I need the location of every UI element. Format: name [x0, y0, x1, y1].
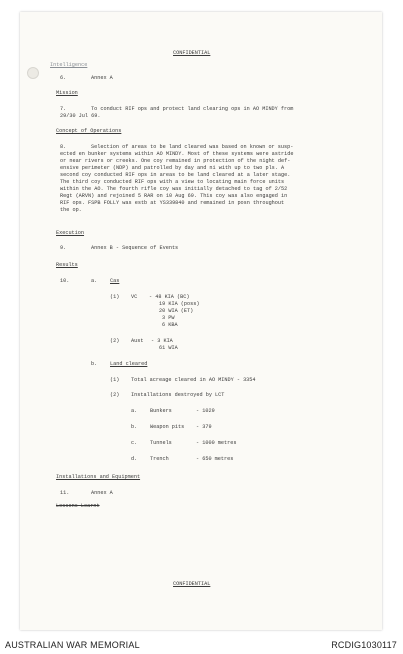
aust-label: Aust	[131, 338, 144, 344]
para-8-line: The third coy conducted RIF ops with a view to locating main force units	[60, 179, 285, 185]
intelligence-heading: Intelligence	[50, 62, 88, 68]
installation-letter: c.	[131, 440, 138, 446]
para-7-number: 7.	[60, 106, 67, 112]
installation-letter: a.	[131, 408, 138, 414]
para-9-text: Annex B - Sequence of Events	[91, 245, 179, 251]
aust-number: (2)	[110, 338, 120, 344]
vc-label: VC	[131, 294, 138, 300]
vc-casualty-line: - 48 KIA (BC)	[149, 294, 190, 300]
vc-casualty-line: 19 KIA (poss)	[159, 301, 200, 307]
punch-hole	[27, 67, 39, 79]
installation-value: - 650 metres	[196, 456, 234, 462]
para-8-line: or near rivers or creeks. One coy remained in protection of the night def-	[60, 158, 291, 164]
installation-letter: d.	[131, 456, 138, 462]
para-8-line: ected en bunker systems within AO MINDY. Most of these systems were astride	[60, 151, 294, 157]
classification-header: CONFIDENTIAL	[173, 50, 211, 56]
b1-number: (1)	[110, 377, 120, 383]
mission-heading: Mission	[56, 90, 78, 96]
archive-reference: RCDIG1030117	[331, 640, 397, 650]
para-6-text: Annex A	[91, 75, 113, 81]
para-11-text: Annex A	[91, 490, 113, 496]
para-8-line: within the AO. The fourth rifle coy was initially detached to tag of 2/52	[60, 186, 288, 192]
installations-destroyed-text: Installations destroyed by LCT	[131, 392, 225, 398]
para-6-number: 6.	[60, 75, 67, 81]
land-cleared-heading: Land cleared	[110, 361, 148, 367]
installations-equipment-heading: Installations and Equipment	[56, 474, 141, 480]
vc-casualty-line: 6 KBA	[162, 322, 178, 328]
concept-heading: Concept of Operations	[56, 128, 122, 134]
para-7-line-1: To conduct RIF ops and protect land clearing ops in AO MINDY from	[91, 106, 294, 112]
installation-value: - 1000 metres	[196, 440, 237, 446]
b2-number: (2)	[110, 392, 120, 398]
para-8-line: the op.	[60, 207, 82, 213]
para-11-number: 11.	[60, 490, 70, 496]
sub-para-b-letter: b.	[91, 361, 98, 367]
vc-number: (1)	[110, 294, 120, 300]
results-heading: Results	[56, 262, 78, 268]
archive-name: AUSTRALIAN WAR MEMORIAL	[5, 640, 140, 650]
para-8-line: ensive perimeter (NDP) and patrolled by day and ni with up to two pls. A	[60, 165, 285, 171]
classification-footer: CONFIDENTIAL	[173, 581, 211, 587]
installation-name: Bunkers	[150, 408, 172, 414]
installation-value: - 1029	[196, 408, 215, 414]
para-8-line: Regt (ARVN) and rejoined 5 RAR on 10 Aug 69. This coy was also engaged in	[60, 193, 288, 199]
para-9-number: 9.	[60, 245, 67, 251]
para-8-number: 8.	[60, 144, 67, 150]
vc-casualty-line: 20 WIA (ET)	[159, 308, 194, 314]
para-10-number: 10.	[60, 278, 70, 284]
installation-value: - 379	[196, 424, 212, 430]
sub-para-a-letter: a.	[91, 278, 98, 284]
para-8-line: RIF ops. FSPB FOLLY was estb at YS339840 and remained in posn throughout	[60, 200, 285, 206]
lessons-learnt-heading: Lessons Learnt	[56, 503, 100, 509]
installation-name: Tunnels	[150, 440, 172, 446]
para-8-line: Selection of areas to be land cleared was based on known or susp-	[91, 144, 294, 150]
installation-name: Trench	[150, 456, 169, 462]
vc-casualty-line: 3 PW	[162, 315, 175, 321]
document-page	[20, 12, 382, 630]
para-7-line-2: 29/30 Jul 69.	[60, 113, 101, 119]
total-acreage-text: Total acreage cleared in AO MINDY - 3354	[131, 377, 256, 383]
installation-name: Weapon pits	[150, 424, 185, 430]
aust-casualty-line: 61 WIA	[159, 345, 178, 351]
installation-letter: b.	[131, 424, 138, 430]
execution-heading: Execution	[56, 230, 85, 236]
aust-casualty-line: - 3 KIA	[151, 338, 173, 344]
para-8-line: second coy conducted RIF ops in areas to be land cleared at a later stage.	[60, 172, 291, 178]
casualties-heading: Cas	[110, 278, 120, 284]
